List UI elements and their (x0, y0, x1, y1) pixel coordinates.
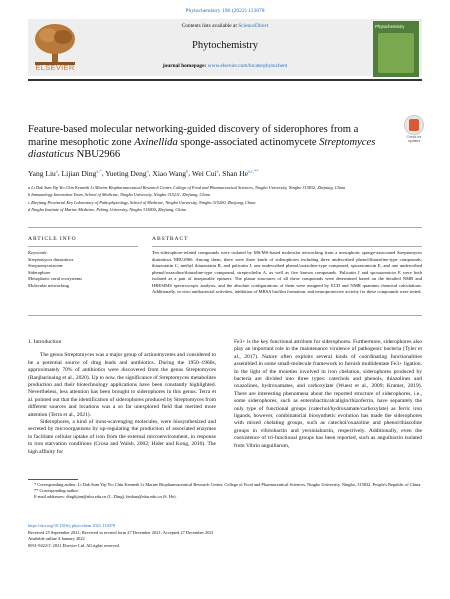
contents-prefix: Contents lists available at (181, 23, 237, 29)
keyword-list (28, 257, 82, 289)
homepage-prefix: journal homepage: (162, 63, 207, 69)
footnote: * Corresponding author. Li Dak Sum Yip Yio Chin Kenneth Li Marine Biopharmaceutical Research Center, College of Food and Pharmaceutical Sciences, Ningbo University, Ningbo, 315832, People's Republic of China. (34, 482, 422, 487)
abstract-text: Ten siderophore-related compounds were isolated by MS/MS-based molecular networking from a mesophotic sponge-associated Streptomyces diastaticus NBU2966. Among them, there were three kinds of siderophores including three undescribed phenol/thiazoline-type compounds, thiazostatin C, methyl thiazostatin B, and pulicatin J, one undescribed phenol/oxazoline-type compound, spoxazomicin E, and one undescribed phenol/oxazoline/thiazoline-type compound, streptochelin A, as well as five known compounds. Pulicatin J and spoxazomicin E were both isolated as a pair of inseparable epimers. The planar structures of all these compounds were determined based on the detailed NMR and HRESIMS spectroscopic analysis, and the absolute configurations of them were assigned by ECD and NMR quantum chemical calculations. Additionally, in vitro antibacterial activities, inhibition of MRSA biofilm formation, and neuroprotective activity for these compounds were tested. (152, 250, 422, 295)
journal-homepage (28, 63, 422, 69)
received-dates: Received 25 September 2021; Received in revised form 27 December 2021; Accepted 27 December 2021 (28, 529, 214, 535)
keyword: Mesophotic coral ecosystems (28, 276, 83, 282)
title-part3: NBU2966 (73, 149, 121, 161)
author[interactable]: Xiao Wang$^b$ (152, 168, 189, 178)
affiliation: b Immunology Innovation Team, School of Medicine, Ningbo University, Ningbo 315211, Zhejiang, China (28, 192, 211, 198)
sciencedirect-link[interactable]: ScienceDirect (238, 23, 269, 29)
keyword: Siderophore (28, 269, 51, 275)
publisher-name: ELSEVIER (35, 63, 75, 72)
journal-cover[interactable] (373, 21, 419, 77)
affiliations (28, 184, 422, 214)
affiliation: c Zhejiang Provincial Key Laboratory of Pathophysiology, School of Medicine, Ningbo University, Ningbo 315200, Zhejiang, China (28, 199, 256, 205)
bookmark-icon (409, 119, 419, 131)
cover-title: Phytochemistry (375, 24, 405, 29)
cover-image (378, 33, 414, 73)
keyword: Streptomycetaceae (28, 263, 63, 269)
author[interactable]: Lijian Ding$^{a,*}$ (61, 168, 102, 178)
homepage-link[interactable]: www.elsevier.com/locate/phytochem (207, 63, 288, 69)
article-info-heading: ARTICLE INFO (28, 236, 77, 242)
publication-info (28, 523, 422, 549)
check-updates-button[interactable] (404, 115, 424, 143)
header-rule (28, 79, 422, 81)
journal-name: Phytochemistry (192, 40, 258, 51)
author[interactable]: Yang Liu$^a$ (28, 168, 58, 178)
title-sponge: Axinellida (134, 136, 178, 148)
footnote: ** Corresponding author. (34, 488, 79, 494)
divider (28, 246, 138, 247)
title-species: Streptomyces diastaticus (28, 136, 376, 161)
author[interactable]: Yueting Deng$^a$ (105, 168, 149, 178)
paragraph: The genus Streptomyces was a major group of actinomycetes and considered to be a potential source of drug leads and antibiotics. During the 1950–1960s, approximately 70% of antibiotics were discovered from the genus Streptomyces (Ranjbarinaing et al., 2020). Up to now, the significance of Streptomyces metabolites production and their biotechnology applications have been constantly highlighted. Nevertheless, less attention has been brought to siderophores in this genus. Terra et al. pointed out that the identification of siderophores produced by Streptomyces from different sources and locations was a so far unexplored field that merited more attention (Terra et al., 2021). (28, 352, 216, 418)
article-title (28, 124, 378, 162)
author[interactable]: Shan $He^{a,c,**}$ (222, 168, 259, 178)
paragraph: Fe3+ is the key functional attribute for siderophores. Furthermore, siderophores also play an important role in the maintenance virulence of pathogenic bacteria (Tyler et al., 2017). Nature often exploits several kinds of coordinating functionalities assembled in some small-molecule framework to furnish multidentate Fe3+ ligation. In the light of the moieties involved in iron chelation, siderophores produced by bacteria are divided into three types: catechols and phenols, thiazolines and oxazolines, hydroxamates, and carboxylate (Wuest et al., 2009; Kramer, 2019). There are interesting phenomena about the reported structure of siderophores, i.e., some siderophores, such as enterobactin/alcaligin/rhizoferrin, have separately the only type of functional groups (catechol/hydroxamate/carboxylate) as ferric iron ligands, however, combinatorial biosynthetic evolution has made the siderophores with mixed chelating groups, such as catechol/oxazoline and phenol/thiazoline groups in vibriobactin and yersiniabactin, respectively. Additionally, even the coexistence of tri-functional groups has been reported, such as anguibactin isolated from Vibrio anguillarum, (234, 339, 422, 449)
contents-line (28, 23, 422, 29)
author[interactable]: Wei Cui$^a$ (191, 168, 219, 178)
keyword: Molecular networking (28, 282, 69, 288)
available-online: Available online 4 January 2022 (28, 536, 85, 542)
journal-reference[interactable]: Phytochemistry 196 (2022) 113078 (185, 8, 265, 14)
introduction-heading: 1. Introduction (28, 339, 62, 345)
doi-link[interactable]: https://doi.org/10.1016/j.phytochem.2021.113078 (28, 523, 116, 528)
footnote-rule (28, 479, 78, 480)
divider (28, 315, 422, 316)
title-part1: Feature-based molecular networking-guided discovery of siderophores from a marine mesophotic zone (28, 124, 359, 148)
body-column-right (234, 339, 422, 450)
divider (28, 227, 422, 228)
title-part2: sponge-associated actinomycete (177, 136, 320, 148)
check-updates-label: Check for updates (406, 135, 422, 143)
keywords-heading: Keywords: (28, 250, 48, 255)
paragraph: Siderophores, a kind of irons-scavenging molecules, were biosynthesized and secreted by microorganisms by up-regulating the production of associated enzymes to facilitate cellular uptake of iron from the external microenvironment, in response to iron starvation conditions (Crosa and Walsh, 2002; Hider and Kong, 2010). The high affinity for (28, 419, 216, 455)
author-list: Yang Liu$^a$, Lijian Ding$^{a,*}$, Yueting Deng$^a$, Xiao Wang$^b$, Wei Cui$^a$, Shan $He^{a,c,**}$ (28, 168, 259, 178)
copyright: 0031-9422/© 2021 Elsevier Ltd. All rights reserved. (28, 542, 120, 548)
divider (152, 246, 422, 247)
affiliation: d Ningbo Institute of Marine Medicine, Peking University, Ningbo 315800, Zhejiang, China (28, 207, 186, 213)
journal-banner (28, 19, 422, 76)
footnote: E-mail addresses: dinglijian@nbu.edu.cn (L. Ding), heshan@nbu.edu.cn (S. He). (34, 494, 177, 500)
abstract-heading: ABSTRACT (152, 236, 189, 242)
footnotes (28, 482, 422, 501)
affiliation: a Li Dak Sum Yip Yio Chin Kenneth Li Marine Biopharmaceutical Research Center, College of Food and Pharmaceutical Sciences, Ningbo University, Ningbo 315832, Zhejiang, China (28, 185, 346, 190)
keyword: Streptomyces diastaticus (28, 257, 74, 262)
body-column-left (28, 339, 216, 456)
